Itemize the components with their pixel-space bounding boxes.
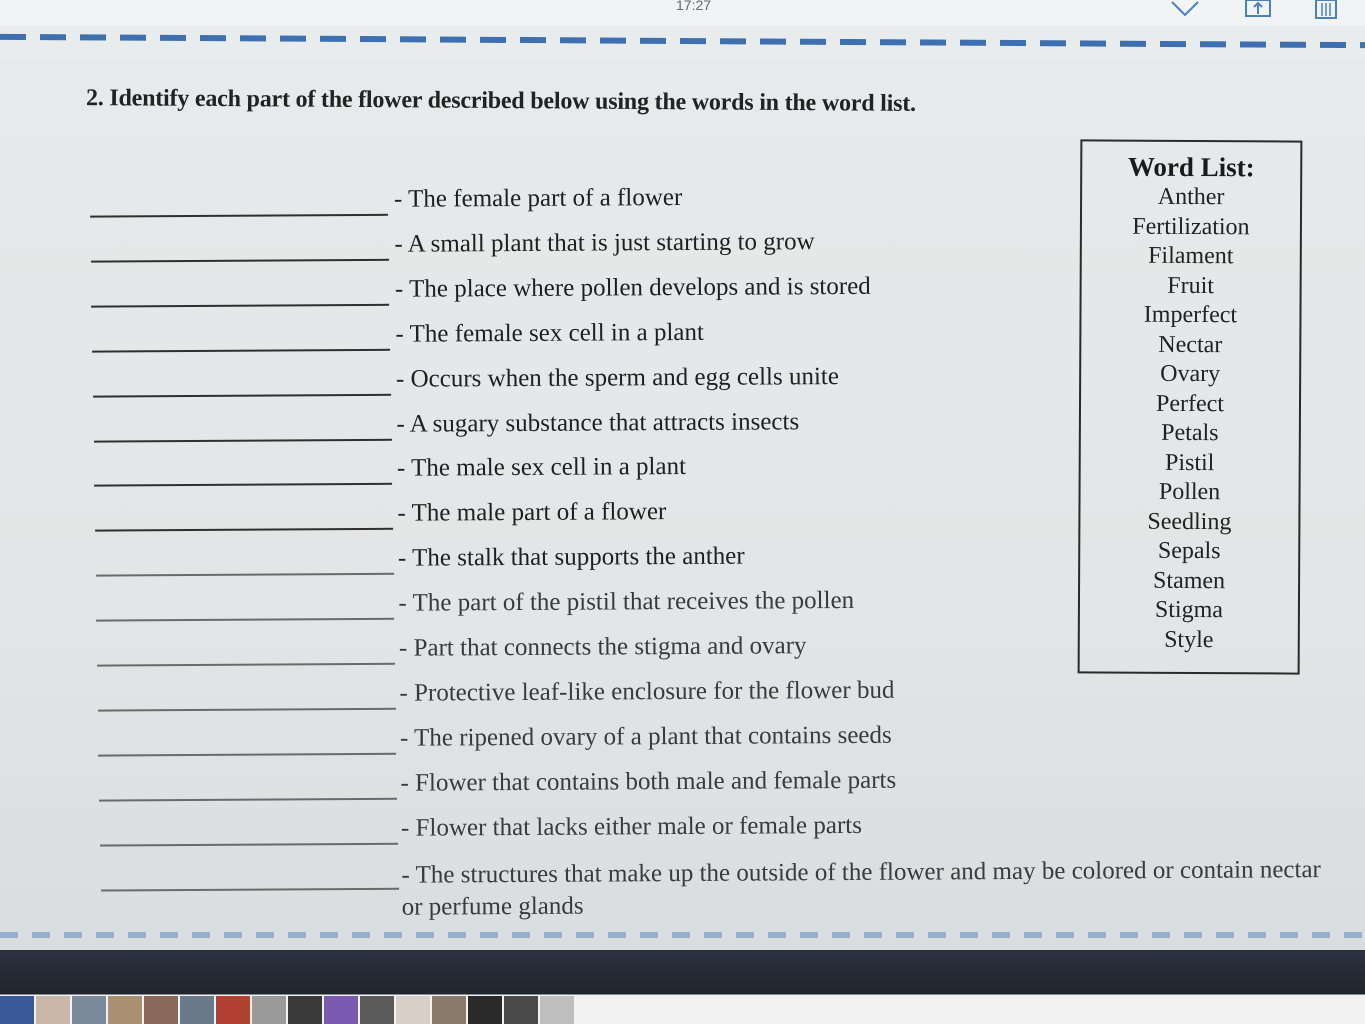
thumbnail[interactable]: [288, 996, 322, 1024]
thumbnail-strip: [0, 996, 576, 1024]
answer-blank[interactable]: [96, 618, 394, 622]
answer-blank[interactable]: [91, 259, 389, 263]
description-text: - The place where pollen develops and is stored: [394, 272, 871, 303]
description-text: - The male sex cell in a plant: [396, 453, 687, 483]
thumbnail[interactable]: [504, 996, 538, 1024]
question-heading: 2. Identify each part of the flower described below using the words in the word list.: [85, 85, 916, 117]
thumbnail[interactable]: [360, 996, 394, 1024]
description-text: - Flower that lacks either male or female parts: [400, 811, 862, 842]
word-list-box: [1078, 139, 1303, 674]
word-list-item: Imperfect: [1143, 301, 1238, 329]
bookmark-icon[interactable]: [1170, 0, 1198, 18]
answer-blank[interactable]: [100, 842, 398, 846]
word-list-item: Filament: [1148, 242, 1234, 270]
status-bar: [0, 0, 1365, 26]
thumbnail[interactable]: [432, 996, 466, 1024]
description-text: - Flower that contains both male and female parts: [400, 766, 897, 797]
description-text: - A sugary substance that attracts insects: [396, 407, 800, 438]
bottom-dashed-divider: [0, 932, 1365, 938]
description-text: - The ripened ovary of a plant that contains seeds: [399, 721, 892, 752]
description-text: - The male part of a flower: [397, 498, 667, 528]
thumbnail[interactable]: [180, 996, 214, 1024]
word-list-item: Pollen: [1158, 478, 1221, 506]
thumbnail[interactable]: [396, 996, 430, 1024]
answer-blank[interactable]: [98, 753, 396, 757]
word-list-item: Pistil: [1164, 449, 1215, 476]
description-text: - The female part of a flower: [393, 184, 683, 213]
answer-blank[interactable]: [93, 393, 391, 397]
answer-blank[interactable]: [94, 438, 392, 442]
answer-blank[interactable]: [95, 528, 393, 532]
description-text: - Occurs when the sperm and egg cells unite: [395, 362, 839, 393]
word-list-item: Nectar: [1158, 331, 1223, 358]
answer-blank[interactable]: [91, 304, 389, 308]
description-text: - The female sex cell in a plant: [395, 318, 704, 348]
thumbnail[interactable]: [468, 996, 502, 1024]
answer-blank[interactable]: [96, 573, 394, 577]
description-text: - Protective leaf-like enclosure for the flower bud: [399, 676, 895, 707]
status-time: 17:27: [676, 0, 712, 13]
word-list-title: Word List:: [1127, 151, 1255, 183]
thumbnail[interactable]: [216, 996, 250, 1024]
description-text: - The part of the pistil that receives the pollen: [398, 587, 855, 617]
description-text: - The structures that make up the outside of the flower and may be colored or contain nectar or perfume glands: [401, 855, 1321, 921]
word-list-items: [1080, 182, 1300, 655]
answer-blank[interactable]: [97, 663, 395, 667]
word-list-item: Ovary: [1160, 360, 1221, 388]
thumbnail[interactable]: [36, 996, 70, 1024]
word-list-item: Anther: [1157, 183, 1225, 211]
thumbnail[interactable]: [0, 996, 34, 1024]
word-list-item: Petals: [1161, 419, 1219, 447]
answer-blank[interactable]: [90, 214, 388, 218]
thumbnail[interactable]: [324, 996, 358, 1024]
word-list-item: Seedling: [1147, 508, 1232, 535]
description-text: - The stalk that supports the anther: [397, 542, 745, 572]
word-list-item: Stamen: [1153, 567, 1226, 594]
thumbnail[interactable]: [144, 996, 178, 1024]
trash-icon[interactable]: [1312, 0, 1340, 18]
description-text: - A small plant that is just starting to grow: [394, 228, 815, 258]
description-text: - Part that connects the stigma and ovary: [398, 632, 807, 662]
thumbnail[interactable]: [108, 996, 142, 1024]
thumbnail[interactable]: [540, 996, 574, 1024]
word-list-item: Fertilization: [1132, 213, 1250, 240]
top-dashed-divider: [0, 34, 1365, 48]
share-icon[interactable]: [1244, 0, 1272, 18]
word-list-item: Stigma: [1154, 596, 1224, 624]
word-list-item: Perfect: [1155, 390, 1225, 417]
answer-blank[interactable]: [92, 348, 390, 352]
answer-blank[interactable]: [94, 483, 392, 487]
word-list-item: Fruit: [1167, 272, 1215, 299]
word-list-item: Style: [1164, 626, 1214, 653]
answer-blank[interactable]: [99, 797, 397, 801]
thumbnail[interactable]: [72, 996, 106, 1024]
word-list-item: Sepals: [1157, 537, 1221, 565]
answer-blank[interactable]: [101, 887, 399, 891]
thumbnail[interactable]: [252, 996, 286, 1024]
answer-blank[interactable]: [98, 708, 396, 712]
